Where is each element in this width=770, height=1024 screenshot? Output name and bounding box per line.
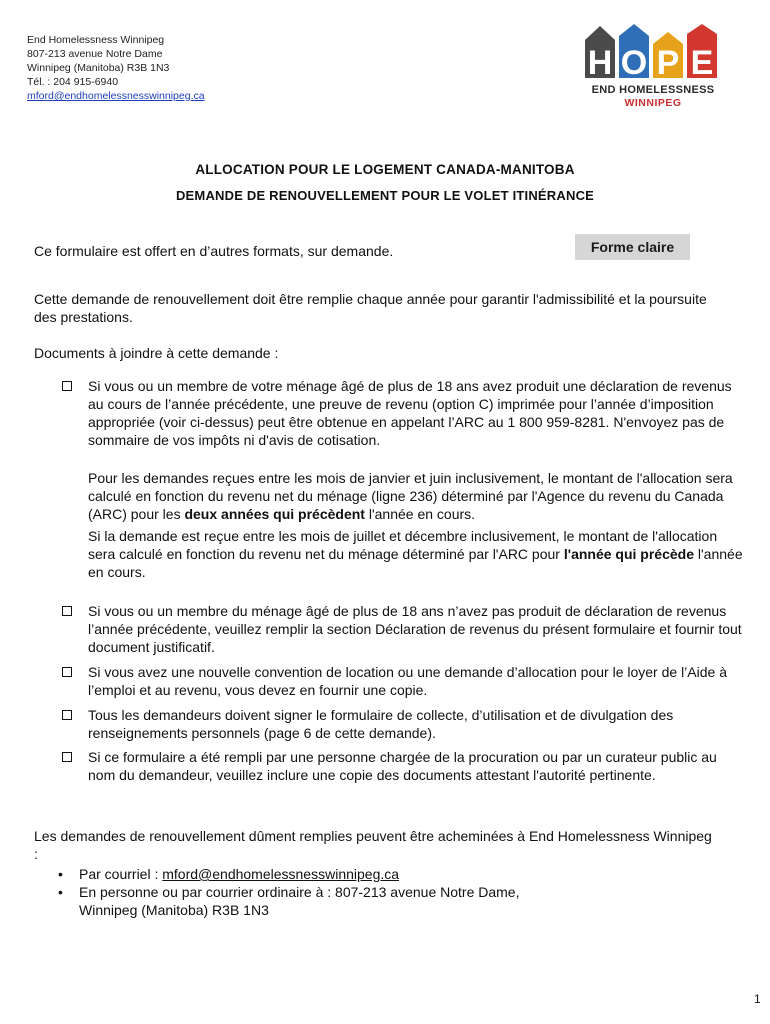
org-name: End Homelessness Winnipeg (27, 34, 165, 46)
checklist-item-text: Tous les demandeurs doivent signer le formulaire de collecte, d’utilisation et de divulgation des renseignements personnels (page 6 de cette demande). (88, 707, 674, 741)
checkbox[interactable] (62, 667, 72, 677)
checkbox[interactable] (62, 752, 72, 762)
checklist-item-text: Si ce formulaire a été rempli par une personne chargée de la procuration ou par un curateur public au nom du demandeur, veuillez inclure une copie des documents attestant l'autorité pertinente. (88, 749, 717, 783)
checkbox[interactable] (62, 381, 72, 391)
alt-formats-note: Ce formulaire est offert en d’autres formats, sur demande. (34, 243, 394, 259)
logo-letter-e: E (690, 44, 714, 82)
checklist-item-lease (62, 663, 742, 699)
email-link[interactable]: mford@endhomelessnesswinnipeg.ca (27, 90, 205, 102)
checklist-item-text: Si vous ou un membre du ménage âgé de plus de 18 ans n’avez pas produit de déclaration de revenus l’année précédente, veuillez remplir la section Déclaration de revenus du présent formulaire et fournir tout document justificatif. (88, 603, 742, 655)
note1-text: Pour les demandes reçues entre les mois de janvier et juin inclusivement, le montant de l'allocation sera calculé en fonction du revenu net du ménage (ligne 236) déterminé par l'Agence du revenu du Canada (ARC) pour les (88, 470, 733, 522)
income-calc-note-jan-jun (88, 469, 743, 523)
address-line-2: Winnipeg (Manitoba) R3B 1N3 (27, 62, 170, 74)
checklist-item-text: Si vous ou un membre de votre ménage âgé de plus de 18 ans avez produit une déclaration de revenus au cours de l’année précédente, une preuve de revenu (option C) imprimée pour l’année d’imposition appropriée (voir ci-dessus) peut être obtenue en appelant l’ARC au 1 800 959-8281. N'envoyez pas de sommaire de vos impôts ni d'avis de cotisation. (88, 378, 732, 448)
note1-text-end: l'année en cours. (364, 506, 476, 522)
checklist-item-text: Si vous avez une nouvelle convention de location ou une demande d’allocation pour le loyer de l’Aide à l’emploi et au revenu, vous devez en fournir une copie. (88, 664, 727, 698)
logo-house-p (653, 32, 683, 82)
logo-letter-p: P (656, 44, 680, 82)
mail-method-line-2: Winnipeg (Manitoba) R3B 1N3 (79, 902, 269, 918)
list-item (56, 865, 519, 883)
mail-method-line-1: En personne ou par courrier ordinaire à : 807-213 avenue Notre Dame, (79, 884, 520, 900)
sender-address-block (27, 33, 205, 103)
logo-subtitle: END HOMELESSNESS (591, 84, 715, 96)
checklist-item-power-of-attorney (62, 748, 742, 784)
logo-house-h (585, 26, 615, 82)
note2-text-end: l'année en cours. (88, 546, 743, 580)
submission-paragraph: Les demandes de renouvellement dûment remplies peuvent être acheminées à End Homelessness Winnipeg : (34, 828, 712, 862)
logo-letter-o: O (620, 44, 648, 82)
checkbox[interactable] (62, 606, 72, 616)
checklist-item-income-declaration (62, 602, 742, 656)
income-calc-note-jul-dec (88, 527, 743, 581)
note2-text: Si la demande est reçue entre les mois de juillet et décembre inclusivement, le montant de l'allocation sera calculé en fonction du revenu net du ménage déterminé par l'ARC pour (88, 528, 718, 562)
logo-city: WINNIPEG (624, 97, 682, 109)
clear-form-button[interactable]: Forme claire (575, 234, 690, 260)
checkbox[interactable] (62, 710, 72, 720)
submission-methods-list (56, 865, 519, 919)
submission-email-link[interactable]: mford@endhomelessnesswinnipeg.ca (162, 866, 400, 882)
note2-emphasis: l'année qui précède (563, 546, 694, 562)
form-title: ALLOCATION POUR LE LOGEMENT CANADA-MANITOBA (195, 162, 575, 177)
logo-letter-h: H (587, 44, 613, 82)
page-number: 1 (754, 992, 761, 1006)
documents-heading: Documents à joindre à cette demande : (34, 345, 279, 361)
bullet-icon: • (58, 866, 63, 882)
purpose-paragraph: Cette demande de renouvellement doit être remplie chaque année pour garantir l'admissibilité et la poursuite des prestations. (34, 291, 707, 325)
note1-emphasis: deux années qui précèdent (184, 506, 365, 522)
form-subtitle: DEMANDE DE RENOUVELLEMENT POUR LE VOLET ITINÉRANCE (175, 188, 595, 203)
phone-number: Tél. : 204 915-6940 (27, 76, 119, 88)
email-method-label: Par courriel : (79, 866, 163, 882)
address-line-1: 807-213 avenue Notre Dame (27, 48, 163, 60)
checklist-item-income-proof (62, 377, 742, 449)
logo-house-e (687, 24, 717, 82)
logo-house-o (619, 24, 649, 82)
list-item (56, 883, 519, 919)
checklist-item-consent-form (62, 706, 742, 742)
bullet-icon: • (58, 884, 63, 900)
